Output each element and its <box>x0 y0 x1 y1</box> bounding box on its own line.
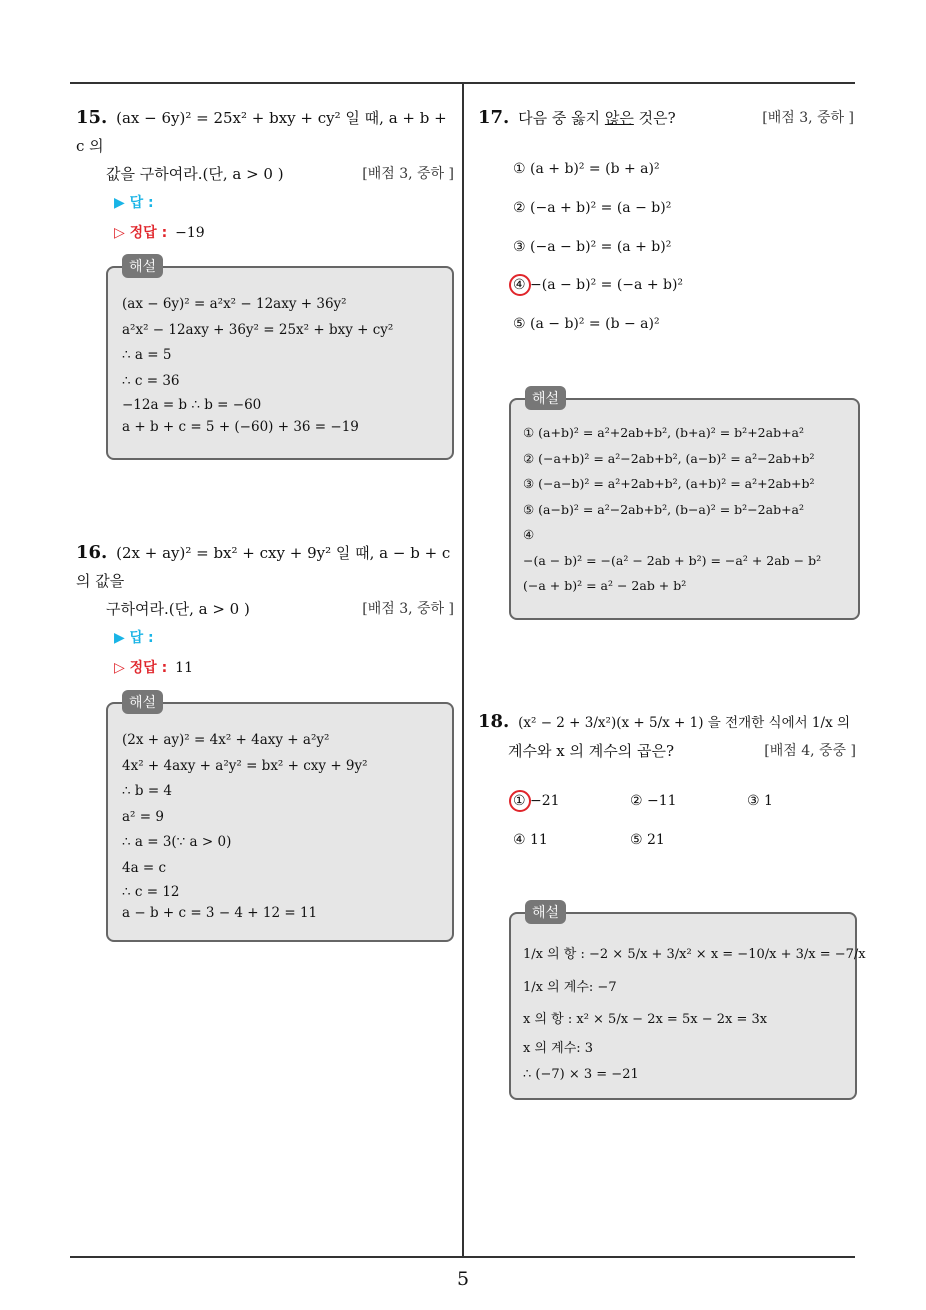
question-17-stem: 17. 다음 중 옳지 않은 것은? [배점 3, 중하 ] <box>478 104 854 132</box>
question-16-stem-line2: 구하여라.(단, a > 0 ) [배점 3, 중하 ] <box>76 595 454 623</box>
question-17-choice-2[interactable]: ② (−a + b)² = (a − b)² <box>513 200 672 216</box>
question-18-choice-1[interactable]: ① −21 <box>513 793 560 809</box>
question-17-number: 17. <box>478 107 510 128</box>
question-18-explanation-box <box>509 905 866 1100</box>
question-15-points: [배점 3, 중하 ] <box>362 166 454 182</box>
explanation-tag: 해설 <box>525 386 566 410</box>
question-18-number: 18. <box>478 711 510 732</box>
question-15-correct-answer: ▷ 정답 : −19 <box>114 225 205 241</box>
question-16-answer-label: ▶ 답 : <box>114 630 154 646</box>
question-16-number: 16. <box>76 542 108 563</box>
question-18-choice-3[interactable]: ③ 1 <box>747 793 773 809</box>
question-17-points: [배점 3, 중하 ] <box>762 110 854 126</box>
question-17 <box>478 104 854 132</box>
question-16-points: [배점 3, 중하 ] <box>362 601 454 617</box>
question-18-choice-2[interactable]: ② −11 <box>630 793 677 809</box>
question-16-explanation-box <box>106 695 454 942</box>
question-15-stem-line2: 값을 구하여라.(단, a > 0 ) [배점 3, 중하 ] <box>76 160 454 188</box>
question-17-answer-circle-mark <box>509 274 531 296</box>
column-divider <box>462 82 464 1257</box>
question-18-choice-4[interactable]: ④ 11 <box>513 832 548 848</box>
question-18-choice-5[interactable]: ⑤ 21 <box>630 832 665 848</box>
question-17-choice-3[interactable]: ③ (−a − b)² = (a + b)² <box>513 239 672 255</box>
question-15-stem-line1: 15. (ax − 6y)² = 25x² + bxy + cy² 일 때, a + b + c 의 <box>76 107 447 155</box>
question-15-number: 15. <box>76 107 108 128</box>
explanation-tag: 해설 <box>525 900 566 924</box>
explanation-tag: 해설 <box>122 690 163 714</box>
question-15-explanation-lines: (ax − 6y)² = a²x² − 12axy + 36y² a²x² − 12axy + 36y² = 25x² + bxy + cy² ∴ a = 5 ∴ c = 36 −12a = b ∴ b = −60 a + b + c = 5 + (−60) + 36 = −19 <box>122 296 394 435</box>
question-17-choice-1[interactable]: ① (a + b)² = (b + a)² <box>513 161 660 177</box>
question-16-stem-line1: 16. (2x + ay)² = bx² + cxy + 9y² 일 때, a − b + c 의 값을 <box>76 542 451 590</box>
question-16-explanation-lines: (2x + ay)² = 4x² + 4axy + a²y² 4x² + 4axy + a²y² = bx² + cxy + 9y² ∴ b = 4 a² = 9 ∴ a = 3(∵ a > 0) 4a = c ∴ c = 12 a − b + c = 3 − 4 + 12 = 11 <box>122 732 368 921</box>
question-15-answer-label: ▶ 답 : <box>114 195 154 211</box>
question-15 <box>76 104 454 248</box>
question-17-explanation-lines: ① (a+b)² = a²+2ab+b², (b+a)² = b²+2ab+a² ② (−a+b)² = a²−2ab+b², (a−b)² = a²−2ab+b² ③ (−a−b)² = a²+2ab+b², (a+b)² = a²+2ab+b² ⑤ (a−b)² = a²−2ab+b², (b−a)² = b²−2ab+a² ④ −(a − b)² = −(a² − 2ab + b²) = −a² + 2ab − b² (−a + b)² = a² − 2ab + b² <box>523 425 822 593</box>
question-18 <box>478 708 856 765</box>
question-18-stem-line1: 18. (x² − 2 + 3/x²)(x + 5/x + 1) 을 전개한 식에서 1/x 의 <box>478 711 851 732</box>
question-16 <box>76 539 454 683</box>
bottom-rule <box>70 1256 855 1258</box>
question-17-choice-5[interactable]: ⑤ (a − b)² = (b − a)² <box>513 316 660 332</box>
question-18-explanation-lines: 1/x 의 항 : −2 × 5/x + 3/x² × x = −10/x + 3/x = −7/x 1/x 의 계수: −7 x 의 항 : x² × 5/x − 2x = 5x − 2x = 3x x 의 계수: 3 ∴ (−7) × 3 = −21 <box>523 947 866 1082</box>
question-17-explanation-box <box>509 391 860 620</box>
page-number: 5 <box>456 1268 470 1290</box>
question-15-explanation-box <box>106 259 454 460</box>
question-17-choice-4[interactable]: ④ −(a − b)² = (−a + b)² <box>513 277 684 293</box>
explanation-tag: 해설 <box>122 254 163 278</box>
question-18-answer-circle-mark <box>509 790 531 812</box>
question-18-points: [배점 4, 중중 ] <box>764 743 856 759</box>
question-16-correct-answer: ▷ 정답 : 11 <box>114 660 193 676</box>
question-18-stem-line2: 계수와 x 의 계수의 곱은? [배점 4, 중중 ] <box>478 737 856 765</box>
